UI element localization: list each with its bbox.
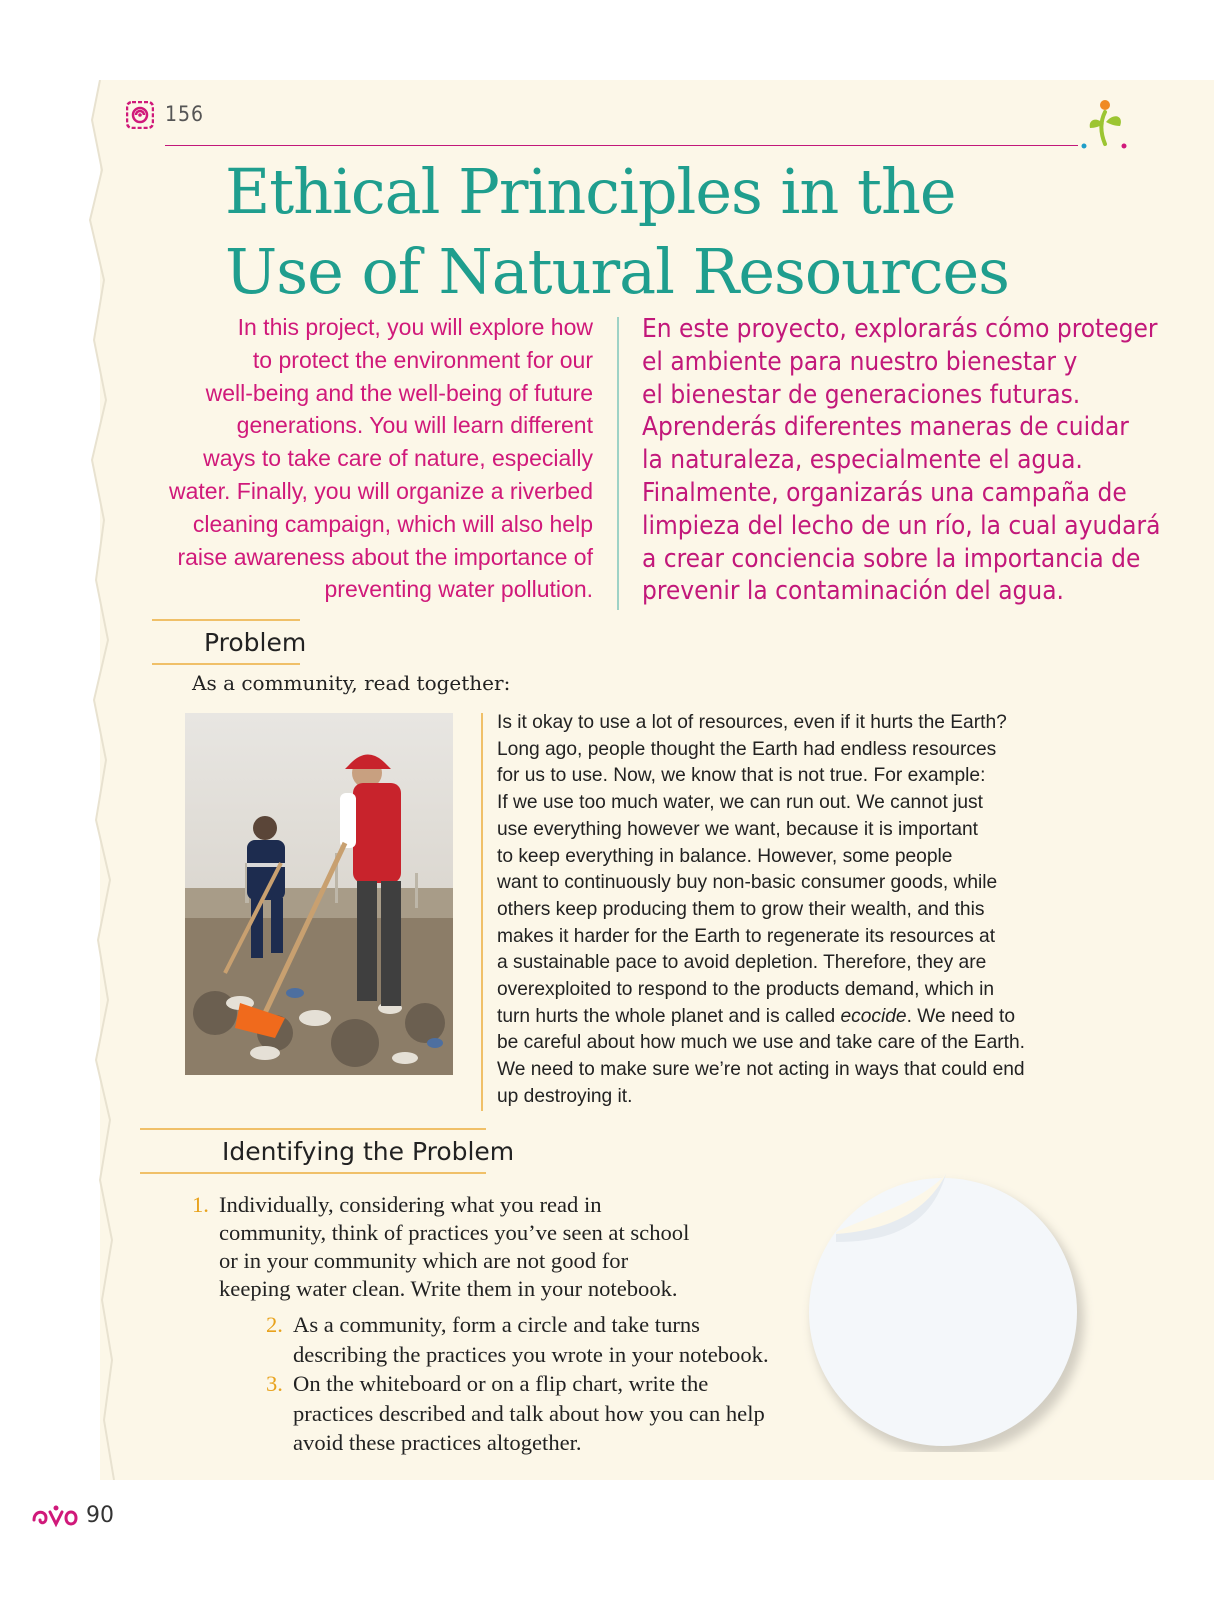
intro-es-line: Finalmente, organizarás una campaña de bbox=[642, 477, 1127, 508]
intro-en-line: preventing water pollution. bbox=[324, 576, 593, 603]
intro-divider bbox=[617, 317, 619, 610]
intro-en-line: well-being and the well-being of future bbox=[205, 379, 593, 406]
intro-en-line: ways to take care of nature, especially bbox=[203, 445, 593, 472]
ecocide-term: ecocide bbox=[840, 1005, 907, 1027]
problem-rule-bottom bbox=[152, 663, 300, 665]
step-list-2 bbox=[266, 1310, 769, 1458]
intro-en-line: raise awareness about the importance of bbox=[177, 543, 593, 570]
paragraph-line: a sustainable pace to avoid depletion. Therefore, they are bbox=[497, 952, 987, 974]
intro-en-line: In this project, you will explore how bbox=[237, 314, 593, 340]
problem-rule-top bbox=[152, 619, 300, 621]
intro-spanish bbox=[642, 313, 1162, 608]
read-together-instruction: As a community, read together: bbox=[192, 671, 511, 695]
torn-paper-edge bbox=[82, 80, 122, 1480]
item-line: community, think of practices you’ve seen at school bbox=[219, 1220, 690, 1245]
intro-en-line: to protect the environment for our bbox=[252, 346, 593, 373]
paragraph-line: be careful about how much we use and take care of the Earth. bbox=[497, 1032, 1025, 1054]
paragraph-line: Long ago, people thought the Earth had endless resources bbox=[497, 738, 997, 760]
step-list-1 bbox=[192, 1191, 690, 1303]
paragraph-line: Is it okay to use a lot of resources, even if it hurts the Earth? bbox=[497, 712, 1007, 733]
paragraph-text: . We need to bbox=[906, 1005, 1016, 1027]
spiral-glyph-icon bbox=[126, 101, 154, 129]
paragraph-line: to keep everything in balance. However, some people bbox=[497, 845, 953, 867]
intro-es-line: el ambiente para nuestro bienestar y bbox=[642, 346, 1078, 377]
intro-es-line: Aprenderás diferentes maneras de cuidar bbox=[642, 412, 1129, 443]
header-rule bbox=[165, 145, 1078, 146]
paragraph-line: want to continuously buy non-basic consumer goods, while bbox=[497, 872, 998, 894]
item-number: 3. bbox=[266, 1371, 283, 1396]
intro-en-line: water. Finally, you will organize a riverbed bbox=[169, 477, 593, 504]
intro-en-line: cleaning campaign, which will also help bbox=[192, 510, 593, 537]
paragraph-line: up destroying it. bbox=[497, 1085, 633, 1107]
paragraph-line bbox=[497, 1004, 1077, 1031]
sprout-figure-icon bbox=[1078, 98, 1130, 152]
identifying-heading: Identifying the Problem bbox=[222, 1137, 515, 1166]
item-line: keeping water clean. Write them in your notebook. bbox=[219, 1276, 678, 1301]
blank-peeling-sticker-icon bbox=[800, 1172, 1095, 1452]
intro-english bbox=[165, 311, 593, 606]
intro-es-line: prevenir la contaminación del agua. bbox=[642, 576, 1064, 607]
problem-heading: Problem bbox=[204, 628, 307, 657]
identifying-rule-top bbox=[140, 1128, 486, 1130]
riverbed-cleanup-photo bbox=[185, 713, 453, 1075]
identifying-rule-bottom bbox=[140, 1172, 486, 1174]
page-title bbox=[225, 152, 1009, 312]
title-line-2: Use of Natural Resources bbox=[225, 235, 1009, 308]
item-line: describing the practices you wrote in your notebook. bbox=[293, 1341, 769, 1367]
list-item bbox=[266, 1310, 769, 1369]
item-number: 1. bbox=[192, 1192, 209, 1217]
paragraph-line: for us to use. Now, we know that is not true. For example: bbox=[497, 765, 986, 787]
item-line: On the whiteboard or on a flip chart, write the bbox=[293, 1371, 709, 1396]
intro-es-line: En este proyecto, explorarás cómo proteger bbox=[642, 314, 1158, 344]
item-line: As a community, form a circle and take turns bbox=[293, 1312, 700, 1337]
item-number: 2. bbox=[266, 1312, 283, 1337]
list-item bbox=[192, 1191, 690, 1303]
paragraph-line: makes it harder for the Earth to regenerate its resources at bbox=[497, 925, 996, 947]
chapter-number: 156 bbox=[165, 102, 205, 126]
paragraph-divider bbox=[481, 713, 483, 1111]
page-number: 90 bbox=[86, 1503, 114, 1528]
intro-es-line: el bienestar de generaciones futuras. bbox=[642, 379, 1081, 410]
list-item bbox=[266, 1369, 769, 1458]
paragraph-line: If we use too much water, we can run out. We cannot just bbox=[497, 792, 983, 814]
paragraph-text: turn hurts the whole planet and is called bbox=[497, 1005, 841, 1027]
intro-es-line: a crear conciencia sobre la importancia de bbox=[642, 543, 1141, 574]
intro-es-line: la naturaleza, especialmente el agua. bbox=[642, 445, 1083, 476]
item-line: practices described and talk about how you can help bbox=[293, 1400, 765, 1426]
magenta-ornament-icon bbox=[30, 1504, 78, 1530]
title-line-1: Ethical Principles in the bbox=[225, 155, 956, 228]
paragraph-line: We need to make sure we’re not acting in ways that could end bbox=[497, 1059, 1025, 1081]
item-line: Individually, considering what you read in bbox=[219, 1192, 602, 1217]
intro-es-line: limpieza del lecho de un río, la cual ayudará bbox=[642, 510, 1161, 541]
paragraph-line: others keep producing them to grow their wealth, and this bbox=[497, 898, 985, 920]
paragraph-line: use everything however we want, because it is important bbox=[497, 818, 978, 840]
item-line: or in your community which are not good for bbox=[219, 1248, 629, 1273]
paragraph-line: overexploited to respond to the products demand, which in bbox=[497, 979, 995, 1001]
item-line: avoid these practices altogether. bbox=[293, 1430, 582, 1455]
problem-paragraph bbox=[497, 710, 1077, 1111]
intro-en-line: generations. You will learn different bbox=[236, 412, 593, 439]
